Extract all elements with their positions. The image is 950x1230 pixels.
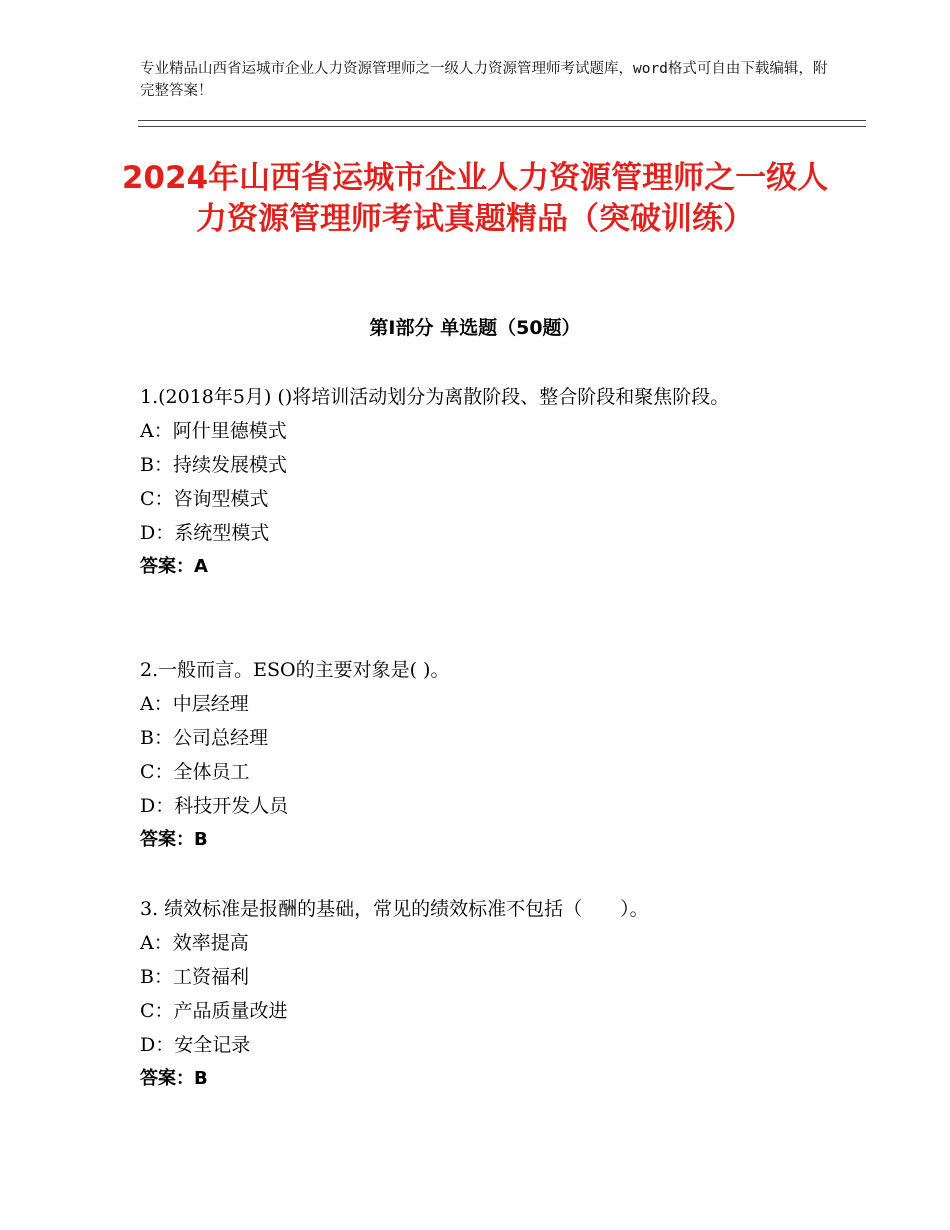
answer-label: 答案：A <box>140 556 208 577</box>
header-divider <box>138 120 866 127</box>
option-c: C：咨询型模式 <box>140 488 269 510</box>
option-d: D：系统型模式 <box>140 522 270 544</box>
option-c: C：产品质量改进 <box>140 1000 288 1022</box>
question-stem: 1.(2018年5月) ()将培训活动划分为离散阶段、整合阶段和聚焦阶段。 <box>140 386 730 408</box>
option-b: B：持续发展模式 <box>140 454 287 476</box>
option-b: B：工资福利 <box>140 966 249 988</box>
option-a: A：效率提高 <box>140 932 249 954</box>
question-3 <box>140 892 840 1096</box>
option-b: B：公司总经理 <box>140 727 268 749</box>
document-title: 2024年山西省运城市企业人力资源管理师之一级人力资源管理师考试真题精品（突破训练） <box>121 160 829 237</box>
question-2 <box>140 653 840 857</box>
question-1 <box>140 380 840 584</box>
header-note: 专业精品山西省运城市企业人力资源管理师之一级人力资源管理师考试题库，word格式可自由下载编辑，附完整答案！ <box>140 61 828 99</box>
question-stem: 2.一般而言。ESO的主要对象是( )。 <box>140 659 450 681</box>
option-a: A：阿什里德模式 <box>140 420 287 442</box>
option-a: A：中层经理 <box>140 693 249 715</box>
answer-label: 答案：B <box>140 829 208 850</box>
option-d: D：科技开发人员 <box>140 795 289 817</box>
section-title: 第Ⅰ部分 单选题（50题） <box>369 317 581 339</box>
option-c: C：全体员工 <box>140 761 250 783</box>
question-stem: 3. 绩效标准是报酬的基础，常见的绩效标准不包括（ ）。 <box>140 898 649 920</box>
answer-label: 答案：B <box>140 1068 208 1089</box>
option-d: D：安全记录 <box>140 1034 251 1056</box>
